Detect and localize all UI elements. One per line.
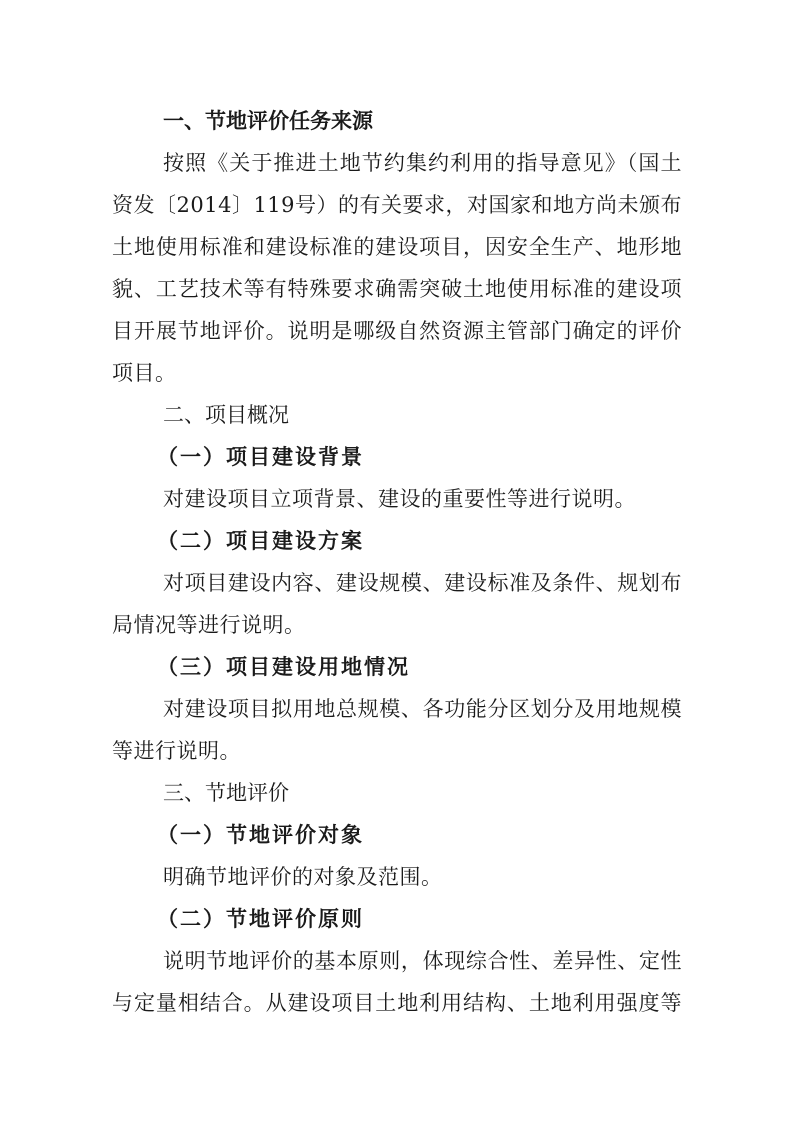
subsection-heading: （一）项目建设背景	[157, 444, 364, 469]
section-heading-2: 二、项目概况	[163, 403, 289, 427]
paragraph-task-source	[112, 142, 682, 394]
section-heading-3: 三、节地评价	[163, 781, 289, 805]
paragraph-line: 局情况等进行说明。	[112, 613, 306, 637]
paragraph-line: 土地使用标准和建设标准的建设项目，因安全生产、地形地	[112, 235, 682, 259]
paragraph-line: 对建设项目拟用地总规模、各功能分区划分及用地规模	[163, 697, 682, 721]
subsection-heading: （二）项目建设方案	[157, 528, 364, 553]
paragraph-line: 按照《关于推进土地节约集约利用的指导意见》（国土	[163, 151, 682, 175]
paragraph-line: 与定量相结合。从建设项目土地利用结构、土地利用强度等	[112, 991, 682, 1015]
subsection-heading: （二）节地评价原则	[157, 906, 364, 931]
paragraph-line: 明确节地评价的对象及范围。	[163, 865, 443, 889]
paragraph-line: 资发〔2014〕119号）的有关要求，对国家和地方尚未颁布	[112, 193, 683, 217]
paragraph-line: 对建设项目立项背景、建设的重要性等进行说明。	[163, 487, 636, 511]
subsection-heading: （一）节地评价对象	[157, 822, 364, 847]
paragraph-line: 貌、工艺技术等有特殊要求确需突破土地使用标准的建设项	[112, 277, 682, 301]
paragraph-line: 项目。	[112, 361, 177, 385]
paragraph-line: 等进行说明。	[112, 739, 241, 763]
section-heading-1: 一、节地评价任务来源	[163, 109, 373, 133]
document-page	[112, 100, 682, 1024]
paragraph-line: 对项目建设内容、建设规模、建设标准及条件、规划布	[163, 571, 682, 595]
paragraph-line: 说明节地评价的基本原则，体现综合性、差异性、定性	[163, 949, 682, 973]
paragraph-line: 目开展节地评价。说明是哪级自然资源主管部门确定的评价	[112, 319, 682, 343]
subsection-heading: （三）项目建设用地情况	[157, 654, 410, 679]
